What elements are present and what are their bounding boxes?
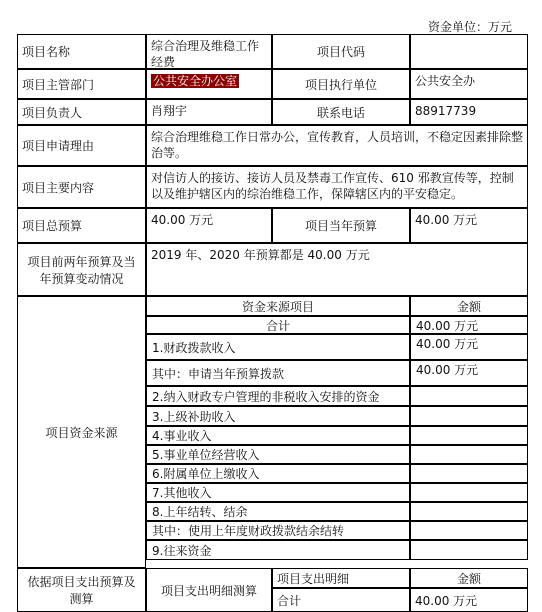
calc-basis-label: 依据项目支出预算及测算 [17, 568, 146, 612]
funding-source-amount [410, 464, 528, 483]
calc-total-label: 合计 [272, 588, 410, 612]
owner-label: 项目负责人 [17, 99, 146, 125]
current-budget-value: 40.00 万元 [410, 208, 528, 243]
project-table [17, 34, 528, 612]
calc-amount-header: 金额 [410, 568, 528, 588]
funding-source-amount [410, 540, 528, 560]
funding-source-item: 9.往来资金 [146, 540, 410, 560]
funding-source-amount [410, 483, 528, 502]
exec-unit-label: 项目执行单位 [272, 69, 410, 99]
funding-source-item: 其中：使用上年度财政拨款结余结转 [146, 521, 410, 540]
content-label: 项目主要内容 [17, 166, 146, 208]
project-code-label: 项目代码 [272, 34, 410, 69]
project-code-value [410, 34, 528, 69]
funding-source-item: 7.其他收入 [146, 483, 410, 502]
funding-source-amount [410, 445, 528, 464]
calc-detail-label: 项目支出明细测算 [146, 568, 272, 612]
current-budget-label: 项目当年预算 [272, 208, 410, 243]
funding-amount-header: 金额 [410, 296, 528, 316]
phone-label: 联系电话 [272, 99, 410, 125]
dept-label: 项目主管部门 [17, 69, 146, 99]
total-budget-label: 项目总预算 [17, 208, 146, 243]
funding-source-amount [410, 426, 528, 445]
funding-source-item: 2.纳入财政专户管理的非税收入安排的资金 [146, 386, 410, 406]
funding-source-amount [410, 386, 528, 406]
reason-label: 项目申请理由 [17, 125, 146, 166]
funding-source-item: 合计 [146, 316, 410, 334]
funding-source-amount: 40.00 万元 [410, 360, 528, 386]
project-name-value: 综合治理及维稳工作经费 [146, 34, 272, 69]
phone-value: 88917739 [410, 99, 528, 125]
dept-value: 公共安全办公室 [153, 74, 238, 88]
total-budget-value: 40.00 万元 [146, 208, 272, 243]
owner-value: 肖翔宇 [146, 99, 272, 125]
funding-source-item: 1.财政拨款收入 [146, 334, 410, 360]
calc-total-amount: 40.00 万元 [410, 588, 528, 612]
funding-source-item: 6.附属单位上缴收入 [146, 464, 410, 483]
funding-source-item: 4.事业收入 [146, 426, 410, 445]
funding-source-header: 资金来源项目 [146, 296, 410, 316]
funding-source-amount [410, 502, 528, 521]
calc-detail-header: 项目支出明细 [272, 568, 410, 588]
exec-unit-value: 公共安全办 [410, 69, 528, 99]
content-value: 对信访人的接访、接访人员及禁毒工作宣传、610 邪教宣传等，控制以及维护辖区内的综治维稳工作，保障辖区内的平安稳定。 [146, 166, 528, 208]
reason-value: 综合治理维稳工作日常办公，宣传教育，人员培训，不稳定因素排除整治等。 [146, 125, 528, 166]
funding-source-amount: 40.00 万元 [410, 334, 528, 360]
funding-source-item: 3.上级补助收入 [146, 406, 410, 426]
project-name-label: 项目名称 [17, 34, 146, 69]
funding-source-item: 5.事业单位经营收入 [146, 445, 410, 464]
history-label: 项目前两年预算及当年预算变动情况 [17, 243, 146, 296]
funding-source-item: 8.上年结转、结余 [146, 502, 410, 521]
unit-label: 资金单位：万元 [427, 20, 512, 34]
funding-source-amount [410, 406, 528, 426]
history-value: 2019 年、2020 年预算都是 40.00 万元 [146, 243, 528, 296]
dept-value-cell [146, 69, 272, 99]
funding-source-label: 项目资金来源 [17, 296, 146, 568]
funding-source-item: 其中：申请当年预算拨款 [146, 360, 410, 386]
funding-source-amount: 40.00 万元 [410, 316, 528, 334]
funding-source-amount [410, 521, 528, 540]
